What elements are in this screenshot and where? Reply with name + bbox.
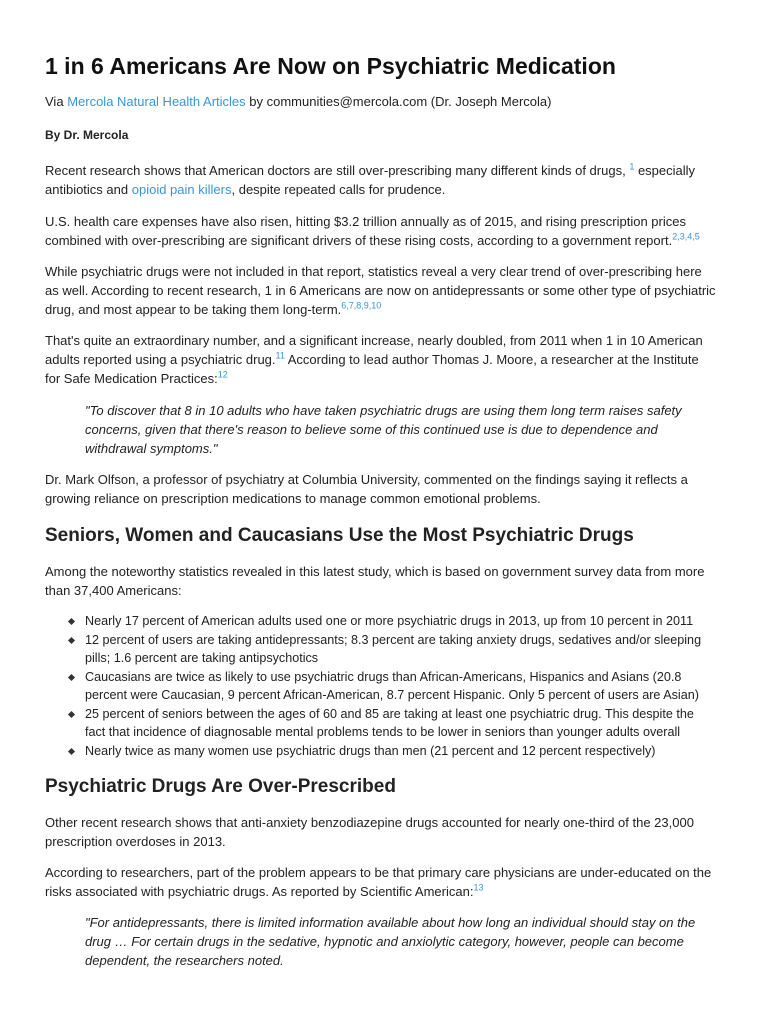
paragraph-1-text-c: , despite repeated calls for prudence.	[231, 182, 446, 197]
paragraph-8-text: According to researchers, part of the problem appears to be that primary care physicians are under-educated on the risks associated with psychiatric drugs. As reported by Scientific American:	[45, 865, 712, 899]
footnote-ref-1[interactable]: 1	[629, 161, 635, 172]
paragraph-4	[45, 331, 716, 388]
diamond-bullet-icon	[68, 747, 75, 754]
list-item-text: Caucasians are twice as likely to use psychiatric drugs than African-Americans, Hispanics and Asians (20.8 percent were Caucasian, 9 percent African-American, 8.7 percent Hispanic. Only 5 percent of users are Asian)	[85, 669, 699, 702]
article-meta	[45, 92, 716, 111]
list-item-text: 25 percent of seniors between the ages of 60 and 85 are taking at least one psychiatric drug. This despite the fact that incidence of diagnosable mental problems tends to be lower in seniors than younger adults overall	[85, 706, 694, 739]
list-item-text: Nearly twice as many women use psychiatric drugs than men (21 percent and 12 percent respectively)	[85, 743, 656, 758]
list-item	[85, 742, 716, 761]
paragraph-1-text-a: Recent research shows that American doctors are still over-prescribing many different kinds of drugs,	[45, 163, 626, 178]
opioid-pain-killers-link[interactable]: opioid pain killers	[131, 182, 232, 197]
footnote-ref-11[interactable]: 11	[275, 350, 285, 361]
footnote-ref-12[interactable]: 12	[217, 369, 228, 380]
list-item-text: 12 percent of users are taking antidepressants; 8.3 percent are taking anxiety drugs, sedatives and/or sleeping pills; 1.6 percent are taking antipsychotics	[85, 632, 702, 665]
list-item	[85, 631, 716, 668]
footnote-ref-6-10[interactable]: 6,7,8,9,10	[341, 300, 382, 311]
section-heading-seniors: Seniors, Women and Caucasians Use the Most Psychiatric Drugs	[45, 525, 634, 546]
source-link[interactable]: Mercola Natural Health Articles	[67, 94, 246, 109]
list-item	[85, 612, 716, 631]
list-item-text: Nearly 17 percent of American adults used one or more psychiatric drugs in 2013, up from 10 percent in 2011	[85, 614, 694, 628]
paragraph-4-text-b: According to lead author Thomas J. Moore, a researcher at the Institute for Safe Medication Practices:	[45, 352, 699, 386]
section-heading-over-prescribed: Psychiatric Drugs Are Over-Prescribed	[45, 776, 396, 797]
paragraph-2-text: U.S. health care expenses have also risen, hitting $3.2 trillion annually as of 2015, and rising prescription prices combined with over-prescribing are significant drivers of these rising costs, according to a government report.	[45, 214, 686, 248]
byline: By Dr. Mercola	[45, 128, 129, 142]
paragraph-1-text-b: especially antibiotics and	[45, 163, 696, 197]
paragraph-3	[45, 262, 716, 319]
list-item	[85, 668, 716, 705]
via-label: Via	[45, 94, 64, 109]
diamond-bullet-icon	[68, 673, 75, 680]
paragraph-6: Among the noteworthy statistics revealed in this latest study, which is based on government survey data from more than 37,400 Americans:	[45, 564, 705, 598]
stats-list	[45, 612, 716, 760]
paragraph-7: Other recent research shows that anti-anxiety benzodiazepine drugs accounted for nearly one-third of the 23,000 prescription overdoses in 2013.	[45, 815, 694, 849]
footnote-ref-13[interactable]: 13	[473, 882, 484, 893]
article-title: 1 in 6 Americans Are Now on Psychiatric Medication	[45, 53, 616, 79]
paragraph-1	[45, 161, 716, 199]
quote-scientific-american: "For antidepressants, there is limited information available about how long an individual should stay on the drug … For certain drugs in the sedative, hypnotic and anxiolytic category, however, people can become dependent, the researchers noted.	[85, 915, 696, 968]
paragraph-3-text: While psychiatric drugs were not included in that report, statistics reveal a very clear trend of over-prescribing here as well. According to recent research, 1 in 6 Americans are now on antidepressants or some other type of psychiatric drug, and most appear to be taking them long-term.	[45, 264, 716, 317]
paragraph-5: Dr. Mark Olfson, a professor of psychiatry at Columbia University, commented on the findings saying it reflects a growing reliance on prescription medications to manage common emotional problems.	[45, 472, 688, 506]
diamond-bullet-icon	[68, 636, 75, 643]
footnote-ref-2-5[interactable]: 2,3,4,5	[672, 231, 700, 242]
paragraph-8	[45, 863, 716, 901]
diamond-bullet-icon	[68, 710, 75, 717]
diamond-bullet-icon	[68, 618, 75, 625]
quote-moore: "To discover that 8 in 10 adults who have taken psychiatric drugs are using them long term raises safety concerns, given that there's reason to believe some of this continued use is due to dependence and withdrawal symptoms."	[85, 403, 682, 456]
paragraph-4-text-a: That's quite an extraordinary number, and a significant increase, nearly doubled, from 2011 when 1 in 10 American adults reported using a psychiatric drug.	[45, 333, 703, 367]
paragraph-2	[45, 212, 716, 250]
source-author: by communities@mercola.com (Dr. Joseph Mercola)	[249, 94, 552, 109]
list-item	[85, 705, 716, 742]
